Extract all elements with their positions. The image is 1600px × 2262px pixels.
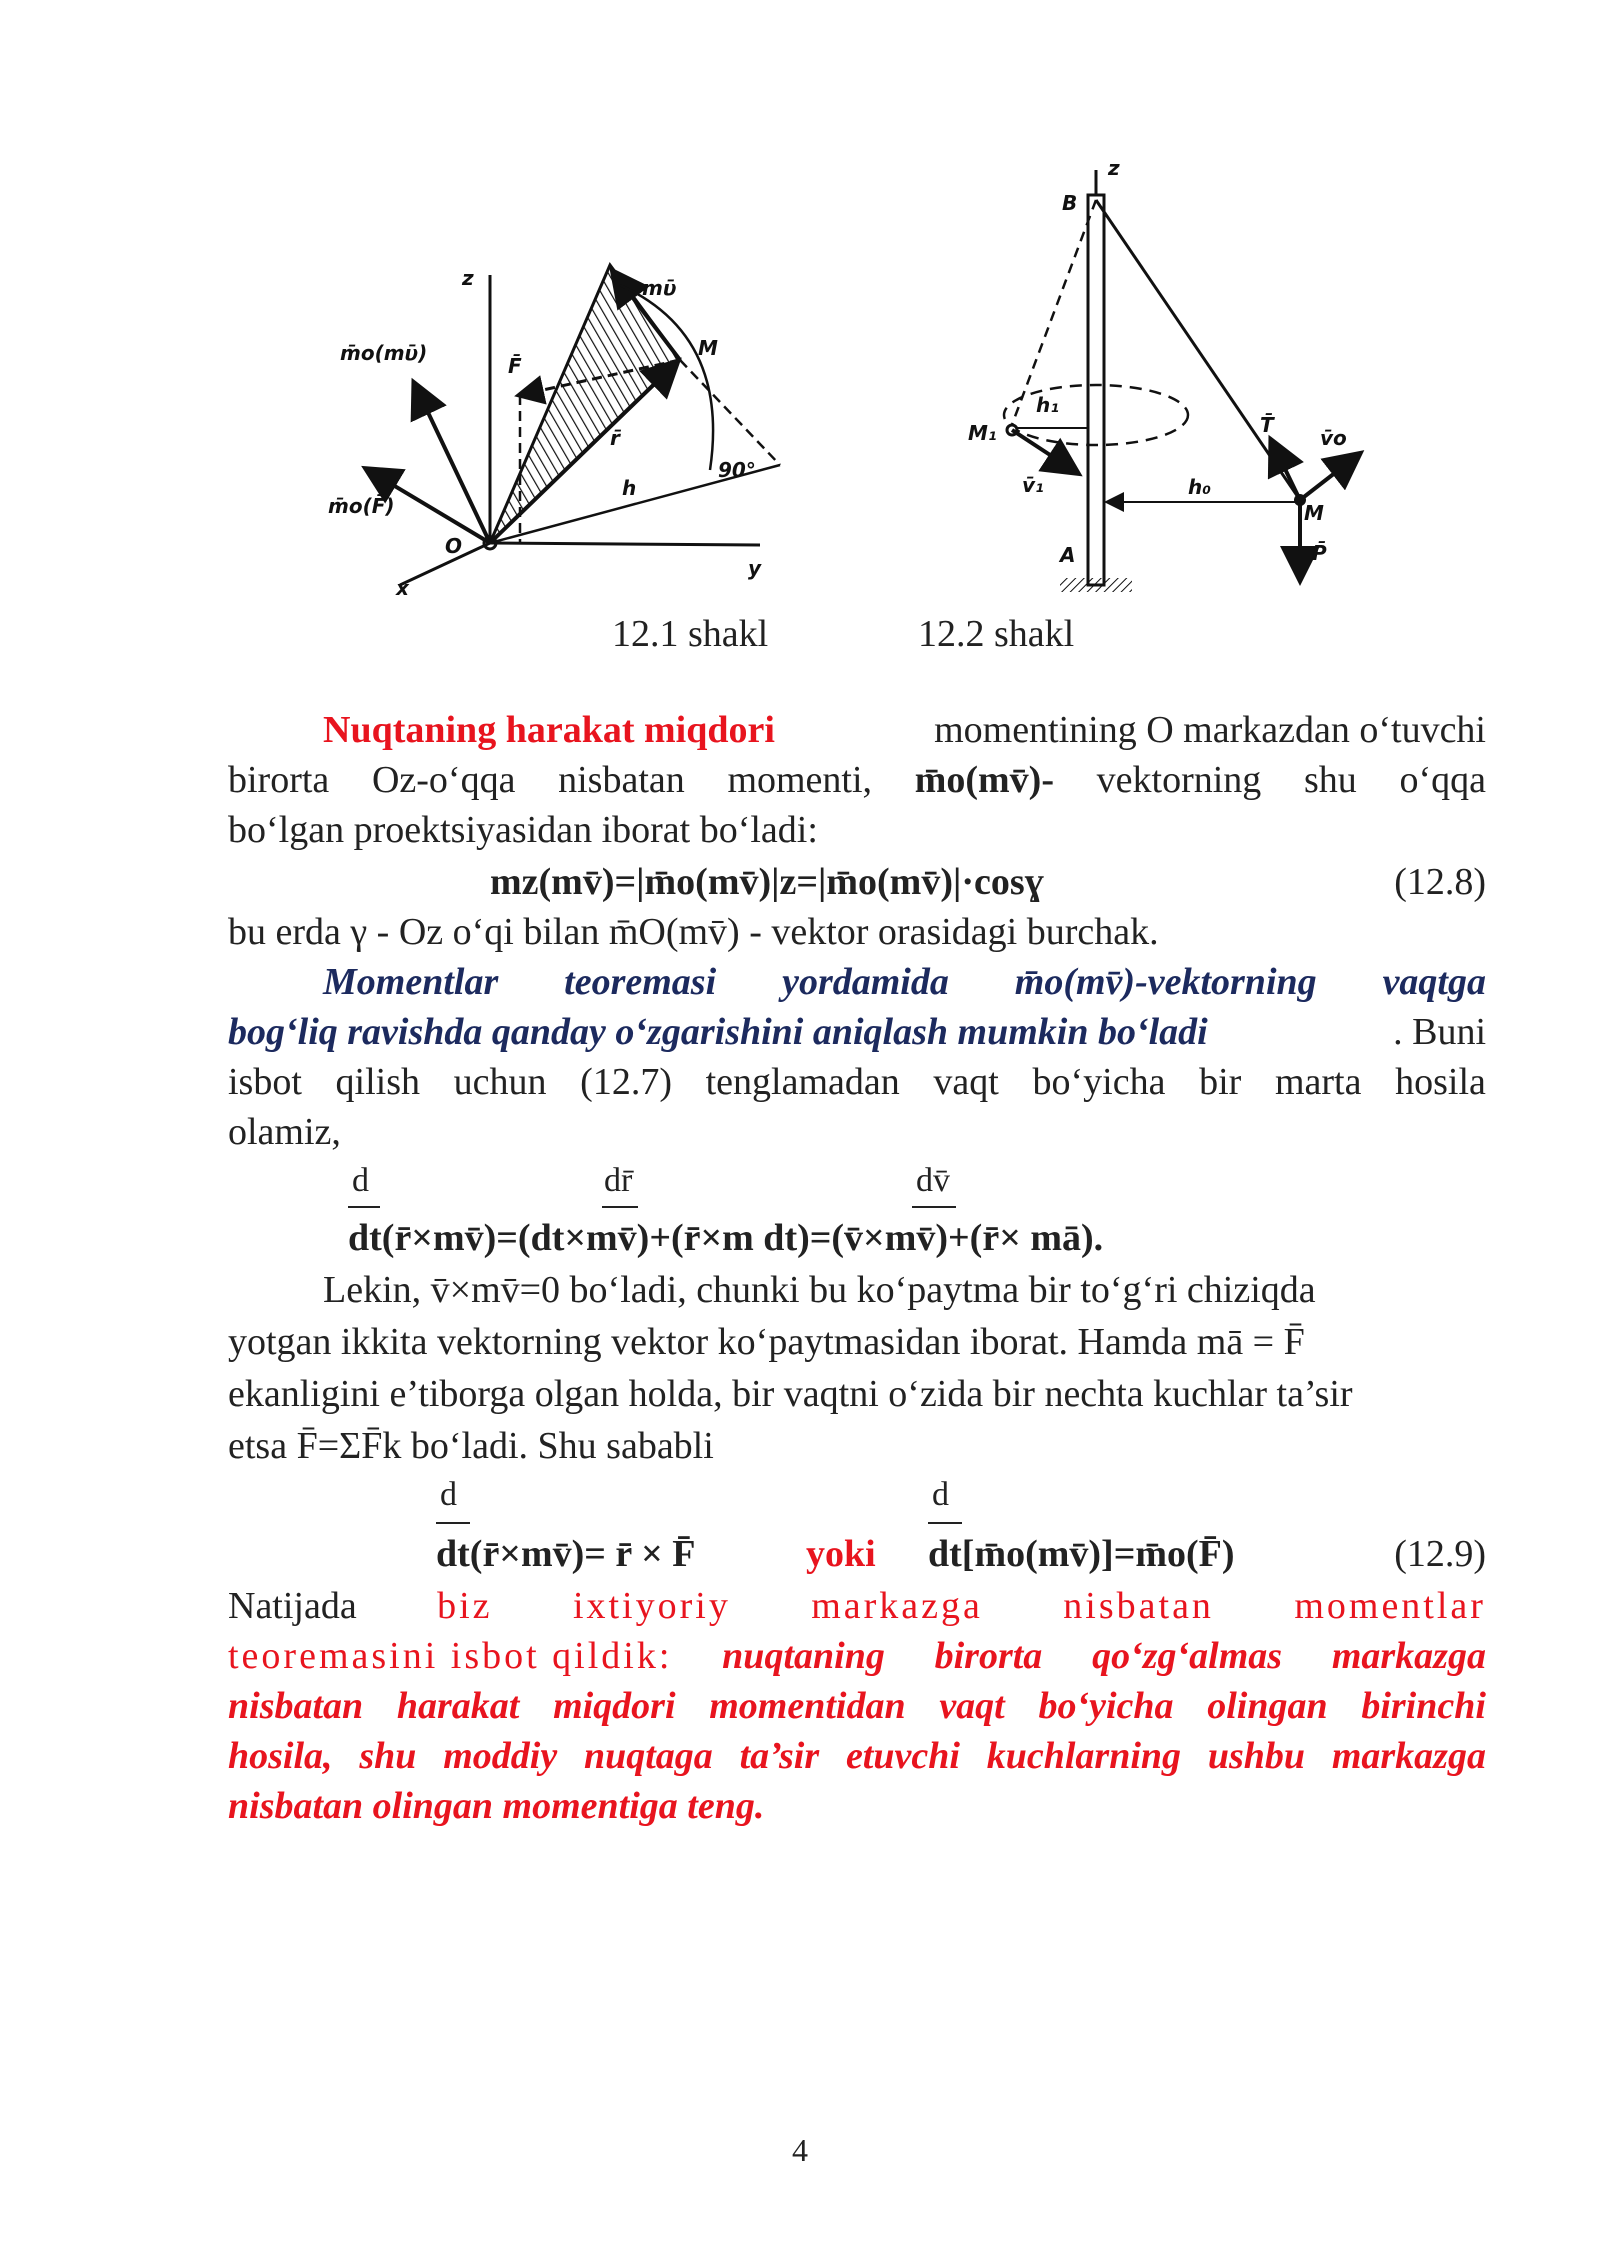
conclusion-line4 bbox=[228, 1734, 1486, 1784]
equation-12-9 bbox=[228, 1532, 1486, 1582]
word: birinchi bbox=[1361, 1685, 1486, 1727]
fig2-label-v1: v̄₁ bbox=[1022, 473, 1044, 497]
fig2-label-vo: v̄o bbox=[1320, 426, 1347, 450]
fig2-label-h0: h₀ bbox=[1188, 475, 1211, 499]
word: markazga bbox=[1331, 1635, 1486, 1677]
word: bo‘yicha bbox=[1032, 1061, 1166, 1103]
word: nuqtaning bbox=[722, 1635, 885, 1677]
para3-line3: ekanligini e’tiborga olgan holda, bir vaqtni o‘zida bir nechta kuchlar ta’sir bbox=[228, 1373, 1353, 1415]
para2-line4: olamiz, bbox=[228, 1111, 341, 1153]
y-axis bbox=[490, 543, 760, 545]
fig1-label-x: x bbox=[396, 576, 409, 600]
eq129-left: dt(r̄×mv̄)= r̄ × F̄ bbox=[436, 1533, 696, 1575]
word: qo‘zg‘almas bbox=[1092, 1635, 1283, 1677]
word: m̄o(mv̄)- bbox=[914, 759, 1054, 801]
conclusion-line3 bbox=[228, 1684, 1486, 1734]
word: Momentlar bbox=[323, 961, 499, 1003]
word: yordamida bbox=[782, 961, 949, 1003]
word: hosila bbox=[1395, 1061, 1486, 1103]
equation-12-8-formula: mz(mv̄)=|m̄o(mv̄)|z=|m̄o(mv̄)|·cosɣ bbox=[490, 861, 1044, 903]
tension-vector bbox=[1272, 442, 1300, 500]
eq129-numerator-1: d bbox=[440, 1476, 457, 1513]
para3-line1: Lekin, v̄×mv̄=0 bo‘ladi, chunki bu ko‘paytma bir to‘g‘ri chiziqda bbox=[323, 1269, 1316, 1311]
eq129-numerator-2: d bbox=[932, 1476, 949, 1513]
equation-12-9-number: (12.9) bbox=[1394, 1533, 1486, 1575]
word: o‘qqa bbox=[1399, 759, 1486, 801]
highlight-term: Nuqtaning harakat miqdori bbox=[323, 709, 775, 751]
word: marta bbox=[1274, 1061, 1362, 1103]
para2-line3 bbox=[228, 1060, 1486, 1110]
equation-12-8 bbox=[228, 860, 1486, 910]
word: bir bbox=[1199, 1061, 1242, 1103]
word: isbot bbox=[228, 1061, 302, 1103]
word: m̄o(mv̄)-vektorning bbox=[1014, 961, 1317, 1003]
para2-line1 bbox=[228, 960, 1486, 1010]
word: ushbu bbox=[1207, 1735, 1306, 1777]
word: nuqtaga bbox=[583, 1735, 713, 1777]
fig2-label-z: z bbox=[1108, 156, 1120, 180]
word: nisbatan bbox=[558, 759, 685, 801]
word: nisbatan bbox=[228, 1685, 364, 1727]
fig1-label-z: z bbox=[462, 266, 474, 290]
fig1-label-r: r̄ bbox=[610, 426, 620, 450]
figure-12-1-caption: 12.1 shakl bbox=[612, 613, 769, 655]
fig1-label-h: h bbox=[622, 476, 637, 500]
word: moddiy bbox=[443, 1735, 558, 1777]
fig1-label-mo-mv: m̄o(mῡ) bbox=[340, 341, 428, 365]
word: momenti, bbox=[727, 759, 873, 801]
conclusion-line2 bbox=[228, 1634, 1486, 1684]
word: biz bbox=[437, 1585, 493, 1627]
word: shu bbox=[359, 1735, 417, 1777]
equation-12-8-number: (12.8) bbox=[1394, 861, 1486, 903]
velocity-vector bbox=[1300, 455, 1358, 500]
fig1-label-mv: mῡ bbox=[642, 276, 677, 300]
para1-line2 bbox=[228, 758, 1486, 808]
word: teoremasini isbot qildik: bbox=[228, 1635, 673, 1677]
word: vaqtga bbox=[1382, 961, 1486, 1003]
word: etuvchi bbox=[845, 1735, 960, 1777]
word: shu bbox=[1303, 759, 1357, 801]
dashed-perp bbox=[680, 360, 780, 465]
word: Oz-o‘qqa bbox=[371, 759, 516, 801]
word: uchun bbox=[453, 1061, 547, 1103]
word: olingan bbox=[1207, 1685, 1328, 1727]
para2-line2 bbox=[228, 1010, 1486, 1060]
fig2-label-h1: h₁ bbox=[1036, 393, 1059, 417]
word: birorta bbox=[934, 1635, 1043, 1677]
fig2-label-B: B bbox=[1062, 191, 1078, 215]
word: kuchlarning bbox=[986, 1735, 1182, 1777]
figure-12-1 bbox=[320, 255, 800, 605]
word: (12.7) bbox=[580, 1061, 672, 1103]
para1-line1 bbox=[228, 708, 1486, 758]
conclusion-line5: nisbatan olingan momentiga teng. bbox=[228, 1785, 765, 1827]
word: ixtiyoriy bbox=[572, 1585, 731, 1627]
momentum-triangle bbox=[490, 265, 680, 543]
fig1-label-M: M bbox=[698, 336, 718, 360]
word: teoremasi bbox=[564, 961, 717, 1003]
word: hosila, bbox=[228, 1735, 333, 1777]
fig1-label-y: y bbox=[748, 556, 762, 580]
fig2-label-P: P̄ bbox=[1312, 541, 1327, 565]
ground bbox=[1060, 578, 1132, 592]
fig1-label-mo-F: m̄o(F̄) bbox=[328, 494, 395, 518]
word: momentlar bbox=[1294, 1585, 1486, 1627]
eq129-right: dt[m̄o(mv̄)]=m̄o(F̄) bbox=[928, 1533, 1235, 1575]
para2-line2-rest: . Buni bbox=[1393, 1011, 1486, 1053]
word: vaqt bbox=[939, 1685, 1005, 1727]
word: Natijada bbox=[228, 1585, 357, 1627]
vertical-pole bbox=[1088, 195, 1104, 585]
deriv-numerator-dv: dv̄ bbox=[916, 1162, 950, 1199]
v1-vector bbox=[1012, 430, 1076, 472]
eq129-yoki: yoki bbox=[806, 1533, 876, 1575]
word: markazga bbox=[811, 1585, 983, 1627]
word: vektorning bbox=[1096, 759, 1262, 801]
fig2-label-M: M bbox=[1304, 501, 1324, 525]
word: tenglamadan bbox=[705, 1061, 900, 1103]
gamma-line: bu erda γ - Oz o‘qi bilan m̄O(mv̄) - vektor orasidagi burchak. bbox=[228, 911, 1159, 953]
fig1-label-F: F̄ bbox=[508, 354, 522, 378]
deriv-numerator-dr: dr̄ bbox=[604, 1162, 633, 1199]
word: birorta bbox=[228, 759, 330, 801]
figure-12-2 bbox=[960, 150, 1380, 610]
para1-line1-rest: momentining O markazdan o‘tuvchi bbox=[934, 709, 1486, 751]
word: markazga bbox=[1331, 1735, 1486, 1777]
para3-line4: etsa F̄=ΣF̄k bo‘ladi. Shu sababli bbox=[228, 1425, 714, 1467]
conclusion-line1 bbox=[228, 1584, 1486, 1634]
word: momentidan bbox=[709, 1685, 906, 1727]
word: nisbatan bbox=[1063, 1585, 1214, 1627]
word: vaqt bbox=[933, 1061, 999, 1103]
para2-italic: bog‘liq ravishda qanday o‘zgarishini aniqlash mumkin bo‘ladi bbox=[228, 1011, 1208, 1053]
word: harakat bbox=[396, 1685, 520, 1727]
string-BM bbox=[1096, 200, 1300, 500]
para1-line3: bo‘lgan proektsiyasidan iborat bo‘ladi: bbox=[228, 809, 818, 851]
word: ta’sir bbox=[739, 1735, 820, 1777]
fig2-label-A: A bbox=[1060, 543, 1076, 567]
derivative-equation: dt(r̄×mv̄)=(dt×mv̄)+(r̄×m dt)=(v̄×mv̄)+(r̄× mā). bbox=[348, 1217, 1104, 1259]
fig1-label-O: O bbox=[445, 534, 463, 558]
word: bo‘yicha bbox=[1038, 1685, 1174, 1727]
fig2-label-M1: M₁ bbox=[968, 421, 997, 445]
fig2-label-T: T̄ bbox=[1260, 413, 1274, 437]
fig1-label-angle: 90° bbox=[718, 458, 756, 482]
word: miqdori bbox=[553, 1685, 676, 1727]
figure-12-2-caption: 12.2 shakl bbox=[918, 613, 1075, 655]
word: qilish bbox=[335, 1061, 421, 1103]
para3-line2: yotgan ikkita vektorning vektor ko‘paytmasidan iborat. Hamda mā = F̄ bbox=[228, 1321, 1305, 1363]
deriv-numerator-d: d bbox=[352, 1162, 369, 1199]
page-number: 4 bbox=[792, 2132, 808, 2168]
